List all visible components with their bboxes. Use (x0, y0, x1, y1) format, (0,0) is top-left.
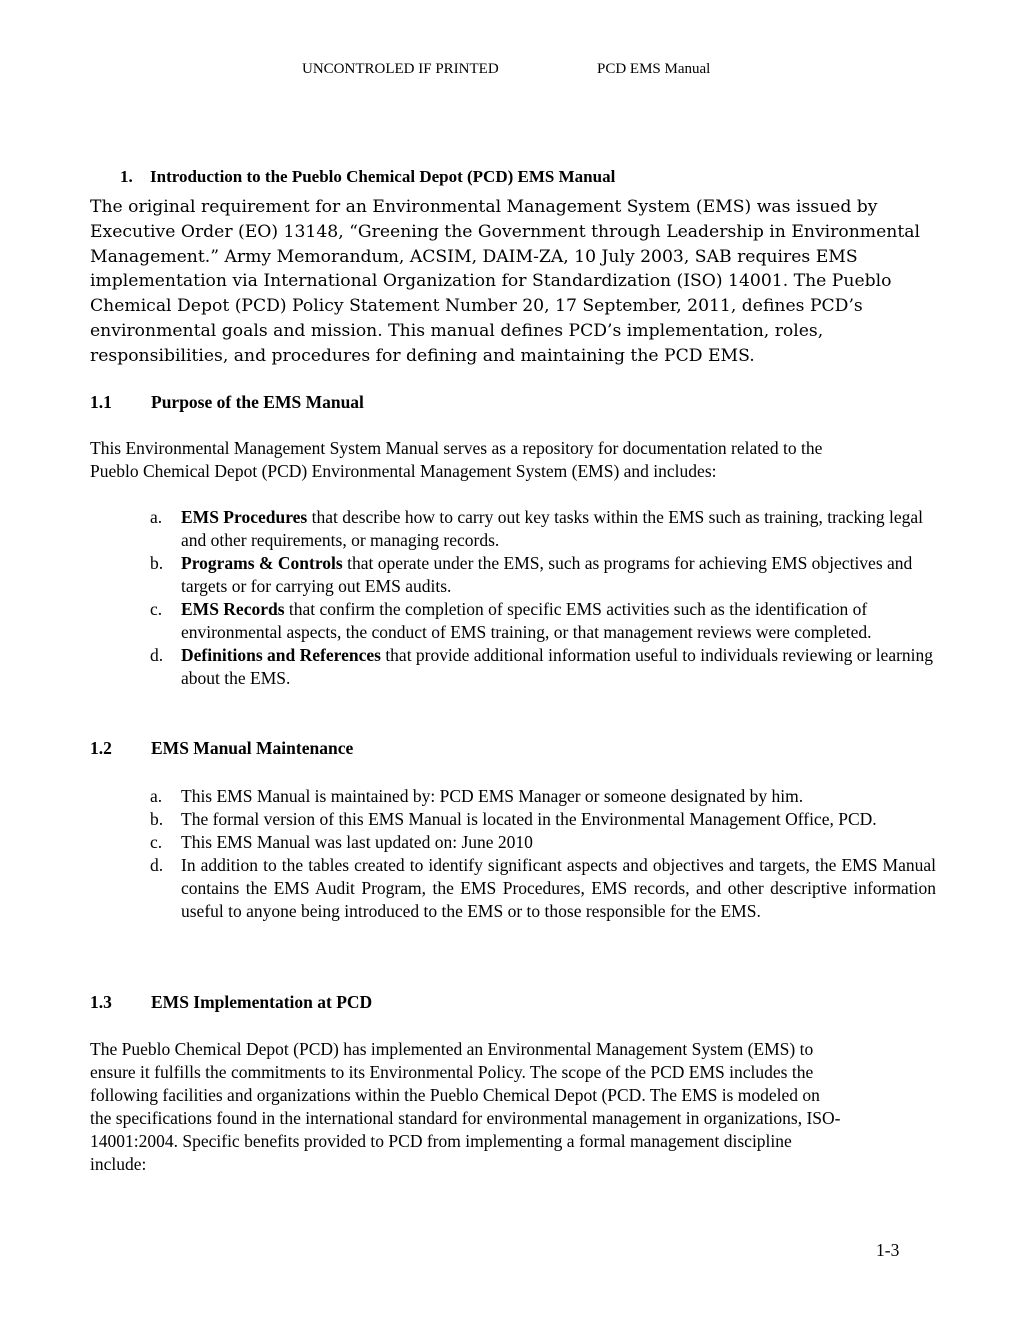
body-line: include: (90, 1154, 147, 1174)
list-item-letter: b. (150, 809, 164, 829)
section-1-3-number: 1.3 (90, 992, 112, 1012)
list-item-term: EMS Procedures (181, 507, 308, 527)
list-item-letter: c. (150, 599, 163, 619)
section-1-3-heading (90, 992, 372, 1013)
body-line: 14001:2004. Specific benefits provided to PCD from implementing a formal management discipline (90, 1131, 792, 1151)
list-item (150, 785, 936, 808)
body-line: implementation via International Organization for Standardization (ISO) 14001. The Pueblo (90, 271, 892, 292)
section-1-2-list (150, 785, 936, 923)
list-item-term: Programs & Controls (181, 553, 343, 573)
section-1-body (90, 195, 940, 369)
section-1-2-number: 1.2 (90, 738, 112, 758)
section-1-2-title: EMS Manual Maintenance (151, 738, 354, 758)
section-1-1-heading (90, 392, 364, 413)
list-item-text: that provide additional information useful to individuals reviewing or learning about the EMS. (181, 645, 934, 688)
list-item (150, 506, 936, 552)
section-1-3-body (90, 1038, 940, 1176)
section-1-1-title: Purpose of the EMS Manual (151, 392, 364, 412)
page-number: 1-3 (876, 1240, 900, 1260)
list-item (150, 854, 936, 923)
body-line: The Pueblo Chemical Depot (PCD) has implemented an Environmental Management System (EMS) to (90, 1039, 814, 1059)
section-1-1-body (90, 437, 940, 483)
header-right: PCD EMS Manual (597, 61, 711, 77)
body-line: environmental goals and mission. This manual defines PCD’s implementation, roles, (90, 320, 824, 341)
list-item (150, 831, 936, 854)
section-1-heading (120, 167, 615, 187)
list-item-text: that operate under the EMS, such as programs for achieving EMS objectives and targets or for carrying out EMS audits. (181, 553, 913, 596)
section-1-number: 1. (120, 167, 133, 186)
header-left: UNCONTROLED IF PRINTED (302, 61, 499, 77)
list-item-letter: a. (150, 507, 163, 527)
body-line: responsibilities, and procedures for defining and maintaining the PCD EMS. (90, 345, 755, 366)
list-item (150, 644, 936, 690)
list-item-letter: a. (150, 786, 163, 806)
list-item-letter: d. (150, 855, 164, 875)
body-line: ensure it fulfills the commitments to its Environmental Policy. The scope of the PCD EMS includes the (90, 1062, 814, 1082)
body-line: The original requirement for an Environmental Management System (EMS) was issued by (90, 197, 878, 217)
section-1-1-number: 1.1 (90, 392, 112, 412)
list-item-text: The formal version of this EMS Manual is located in the Environmental Management Office, PCD. (181, 809, 877, 829)
body-line: following facilities and organizations within the Pueblo Chemical Depot (PCD. The EMS is modeled on (90, 1085, 820, 1105)
body-line: Chemical Depot (PCD) Policy Statement Number 20, 17 September, 2011, defines PCD’s (90, 296, 863, 317)
list-item (150, 598, 936, 644)
section-1-1-list (150, 506, 936, 690)
list-item-text: This EMS Manual was last updated on: June 2010 (181, 832, 533, 852)
body-line: Management.” Army Memorandum, ACSIM, DAIM-ZA, 10 July 2003, SAB requires EMS (90, 246, 858, 267)
section-1-title: Introduction to the Pueblo Chemical Depot (PCD) EMS Manual (150, 167, 616, 186)
list-item-term: EMS Records (181, 599, 285, 619)
list-item (150, 552, 936, 598)
body-line: Pueblo Chemical Depot (PCD) Environmental Management System (EMS) and includes: (90, 461, 717, 481)
body-line: Executive Order (EO) 13148, “Greening the Government through Leadership in Environmental (90, 221, 920, 242)
body-line: This Environmental Management System Manual serves as a repository for documentation related to the (90, 438, 823, 458)
list-item-text: that confirm the completion of specific EMS activities such as the identification of environmental aspects, the conduct of EMS training, or that management reviews were completed. (181, 599, 872, 642)
list-item-text: that describe how to carry out key tasks within the EMS such as training, tracking legal and other requirements, or managing records. (181, 507, 923, 550)
list-item-letter: d. (150, 645, 164, 665)
list-item (150, 808, 936, 831)
list-item-letter: b. (150, 553, 164, 573)
section-1-2-heading (90, 738, 353, 759)
body-line: the specifications found in the international standard for environmental management in organizations, ISO- (90, 1108, 841, 1128)
list-item-text: This EMS Manual is maintained by: PCD EMS Manager or someone designated by him. (181, 786, 804, 806)
list-item-letter: c. (150, 832, 163, 852)
section-1-3-title: EMS Implementation at PCD (151, 992, 373, 1012)
list-item-text: In addition to the tables created to identify significant aspects and objectives and targets, the EMS Manual contains the EMS Audit Program, the EMS Procedures, EMS records, and other descriptive information useful to anyone being introduced to the EMS or to those responsible for the EMS. (181, 855, 936, 921)
list-item-term: Definitions and References (181, 645, 381, 665)
